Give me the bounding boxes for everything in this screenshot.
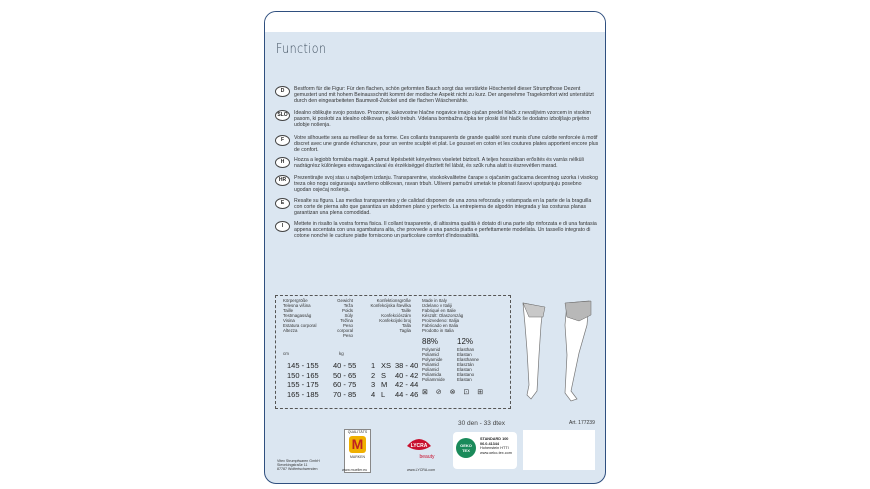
height-label: Körpergröße — [283, 298, 308, 303]
quality-label-top: QUALITÄTS — [347, 430, 368, 434]
height-label: Testmagasság — [283, 313, 312, 318]
size-label: Konfektionsgröße — [376, 298, 411, 303]
size-label: Taille — [400, 308, 411, 313]
language-text: Mettete in risalto la vostra forma fisica. Il collant trasparente, di altissima qualità è dotato di una parte slip rinforzata e di una fantasia appena accentata con una sgambatura alta, che provvede a una pancia piatta e perfettamente modellata. Un tassello integrato di cotone nonché le cuciture piatte forniscono un particolare comfort d'indossabilità. — [294, 221, 597, 239]
tights-illustration — [517, 295, 597, 407]
blank-label-area — [523, 430, 595, 470]
language-text: Idealno oblikujte svojo postavo. Prozorne, kakovostne hlačne nogavice imajo ojačan predel hlačk z nevsiljivim vzorcem in visokim pasom, ki poskrbi za idealno oblikovan, ploski trebuh. Vdelana bombažna čipka ter ploski šivi hlačk še dodatno izboljšajo prijetno udobje nošenja. — [294, 110, 591, 128]
quality-label-bottom: MARKEN — [350, 455, 365, 459]
language-text: Prezentirajte svoj stas u najboljem izdanju. Transparentne, visokokvalitetne čarape s ojačanim gaćicama decentnog uzorka i visokog treza oko nogu osiguravaju savršeno oblikovan, ravan trbuh. Ušiveni pamučni umetak te plosnati šavovi upotpunjuju posebno ugodan osjećaj nošenja. — [294, 175, 598, 193]
size-cell: 42 - 44 — [395, 380, 419, 389]
size-label: Konfekcijski broj — [379, 318, 411, 323]
mueller-url: www.mueller.eu — [342, 468, 368, 472]
polyamide-label: Polyamide — [422, 357, 443, 362]
height-label: Estatura corporal — [283, 323, 317, 328]
oeko-tex-label — [453, 432, 517, 469]
polyamide-label: Poliamida — [422, 372, 442, 377]
polyamide-label: Poliamid — [422, 367, 439, 372]
height-label: Altezza — [283, 328, 298, 333]
svg-text:LYCRA: LYCRA — [410, 443, 428, 449]
elastane-label: Elastan — [457, 367, 472, 372]
size-cell: 4 — [371, 389, 376, 399]
language-text: Resalte su figura. Las medias transparentes y de calidad disponen de una zona reforzada y estampada en la parte de la braguilla con corte de pierna alto que garantiza un abdomen plano y perfecto. La entrepierna de algodón integrada y las costuras planas garantizan una plena comodidad. — [294, 198, 592, 216]
care-symbols: ⊠ ⊘ ⊗ ⊡ ⊞ — [422, 389, 487, 396]
height-label: Taille — [283, 308, 294, 313]
svg-text:beauty: beauty — [419, 454, 435, 460]
size-cell: 1 — [371, 361, 376, 370]
origin-label: Made in Italy — [422, 298, 447, 303]
height-label: Telesna višina — [283, 303, 311, 308]
size-cell: M — [381, 380, 388, 389]
address-line: Vitex Strumpfwaren GmbH — [277, 459, 320, 463]
size-cell: 165 - 185 — [287, 389, 319, 399]
size-cell: 60 - 75 — [333, 380, 357, 389]
size-cell: 38 - 40 — [395, 361, 419, 370]
unit-weight: kg — [339, 351, 344, 356]
size-cell: 2 — [371, 370, 376, 380]
size-cell: L — [381, 389, 386, 399]
oeko-url: www.oeko-tex.com — [480, 450, 512, 455]
elastane-label: Elasztán — [457, 362, 474, 367]
size-label: Konfekciószám — [381, 313, 411, 318]
oeko-number: 06.0.41344 — [480, 441, 500, 446]
card-top-band — [265, 12, 605, 32]
page-title: Function — [276, 42, 327, 57]
elastane-label: Elasthan — [457, 347, 475, 352]
origin-label: Izdelano v Italiji — [422, 303, 453, 308]
language-code-badge: SLO — [275, 110, 290, 121]
elastane-label: Elasthanne — [457, 357, 479, 362]
percent-elastane: 12% — [457, 337, 474, 346]
percent-polyamide: 88% — [422, 337, 439, 346]
size-cell: 70 - 85 — [333, 389, 357, 399]
size-cell: 155 - 175 — [287, 380, 319, 389]
size-label: Talla — [401, 323, 411, 328]
oeko-institute: Hohenstein HTTI — [480, 446, 509, 450]
size-cell: 50 - 65 — [333, 370, 357, 380]
language-code-badge: F — [275, 135, 290, 146]
language-code-badge: HR — [275, 175, 290, 186]
size-cell: XS — [381, 361, 392, 370]
weight-label: Súly — [344, 313, 353, 318]
weight-labels — [329, 298, 353, 338]
size-cell: 150 - 165 — [287, 370, 319, 380]
language-text: Votre silhouette sera au meilleur de sa forme. Ces collants transparents de grande qualité sont munis d'une culotte renforcée à motif discret avec une grande échancrure, pour un ventre sculpté et plat. Le gousset en coton et les coutures plates apportent encore plus de confort. — [294, 135, 599, 153]
polyamide-label: Poliamid — [422, 352, 439, 357]
company-address — [277, 459, 320, 472]
language-code-badge: D — [275, 86, 290, 97]
language-code-badge: H — [275, 157, 290, 168]
size-cell: 40 - 55 — [333, 361, 357, 370]
size-cell: 3 — [371, 380, 376, 389]
polyamide-label: Polyamid — [422, 347, 441, 352]
language-code-badge: E — [275, 198, 290, 209]
quality-brand-logo — [344, 429, 371, 473]
size-label: Konfekcijska številka — [370, 303, 411, 308]
denier-label: 30 den - 33 dtex — [458, 420, 505, 427]
size-cell: 40 - 42 — [395, 370, 419, 380]
size-cell: 44 - 46 — [395, 389, 419, 399]
polyamide-labels — [422, 347, 445, 382]
size-label: Taglia — [399, 328, 411, 333]
address-line: 87787 Wolfertschwenden — [277, 467, 318, 472]
oeko-standard: STANDARD 100 — [480, 437, 509, 441]
weight-label: Peso corporal — [337, 323, 353, 333]
size-cell: 145 - 155 — [287, 361, 319, 370]
lycra-url: www.LYCRA.com — [407, 468, 436, 472]
origin-label: Fabriqué en Italie — [422, 308, 456, 313]
origin-labels — [422, 298, 463, 333]
language-code-badge: I — [275, 221, 290, 232]
origin-label: Proizvedeno: Italija — [422, 318, 460, 323]
oeko-tex-text — [480, 437, 512, 455]
origin-label: Fabricado en Italia — [422, 323, 459, 328]
elastane-label: Elastan — [457, 352, 472, 357]
lycra-logo — [403, 432, 435, 464]
address-line: Sievekingstraße 11 — [277, 463, 308, 468]
language-text: Hozza a legjobb formába magát. A pamut lépésbetét kényelmes viseletet biztosít. A teljes hosszában erősítés és varrás nélküli nadrágrész különleges extravaganciával és érzékiséggel díszített fel lábát, és szűk ruha alatt is észrevétlen marad. — [294, 157, 584, 169]
height-labels — [283, 298, 316, 333]
article-number: Art. 177239 — [569, 420, 595, 426]
size-cell: S — [381, 370, 387, 380]
elastane-labels — [457, 347, 479, 382]
polyamide-label: Poliamid — [422, 362, 439, 367]
elastane-label: Elastano — [457, 372, 475, 377]
weight-label: Poids — [342, 308, 353, 313]
size-labels — [363, 298, 411, 333]
origin-label: Prodotto in Italia — [422, 328, 454, 333]
package-back-card — [264, 11, 606, 484]
mueller-m-icon — [349, 436, 366, 453]
weight-label: Peso — [342, 333, 353, 338]
oeko-tex-icon: OEKO TEX — [456, 438, 476, 458]
weight-label: Gewicht — [337, 298, 353, 303]
weight-label: Teža — [343, 303, 353, 308]
weight-label: Težina — [340, 318, 353, 323]
height-label: Visina — [283, 318, 295, 323]
elastane-label: Elastan — [457, 377, 472, 382]
polyamide-label: Poliammide — [422, 377, 445, 382]
origin-label: Készült: Olaszország — [422, 313, 464, 318]
language-text: Bestform für die Figur: Für den flachen, schön geformten Bauch sorgt das verstärkte Höschenteil dieser Strumpfhose Dezent gemustert und mit hohem Beinausschnitt kommt der modische Aspekt nicht zu kurz. Der angenehme Tragekomfort wird unterstützt durch den eingearbeiteten Baumwoll-Zwickel und die flachen Wäschenähte. — [294, 86, 594, 104]
unit-height: cm — [283, 351, 289, 356]
